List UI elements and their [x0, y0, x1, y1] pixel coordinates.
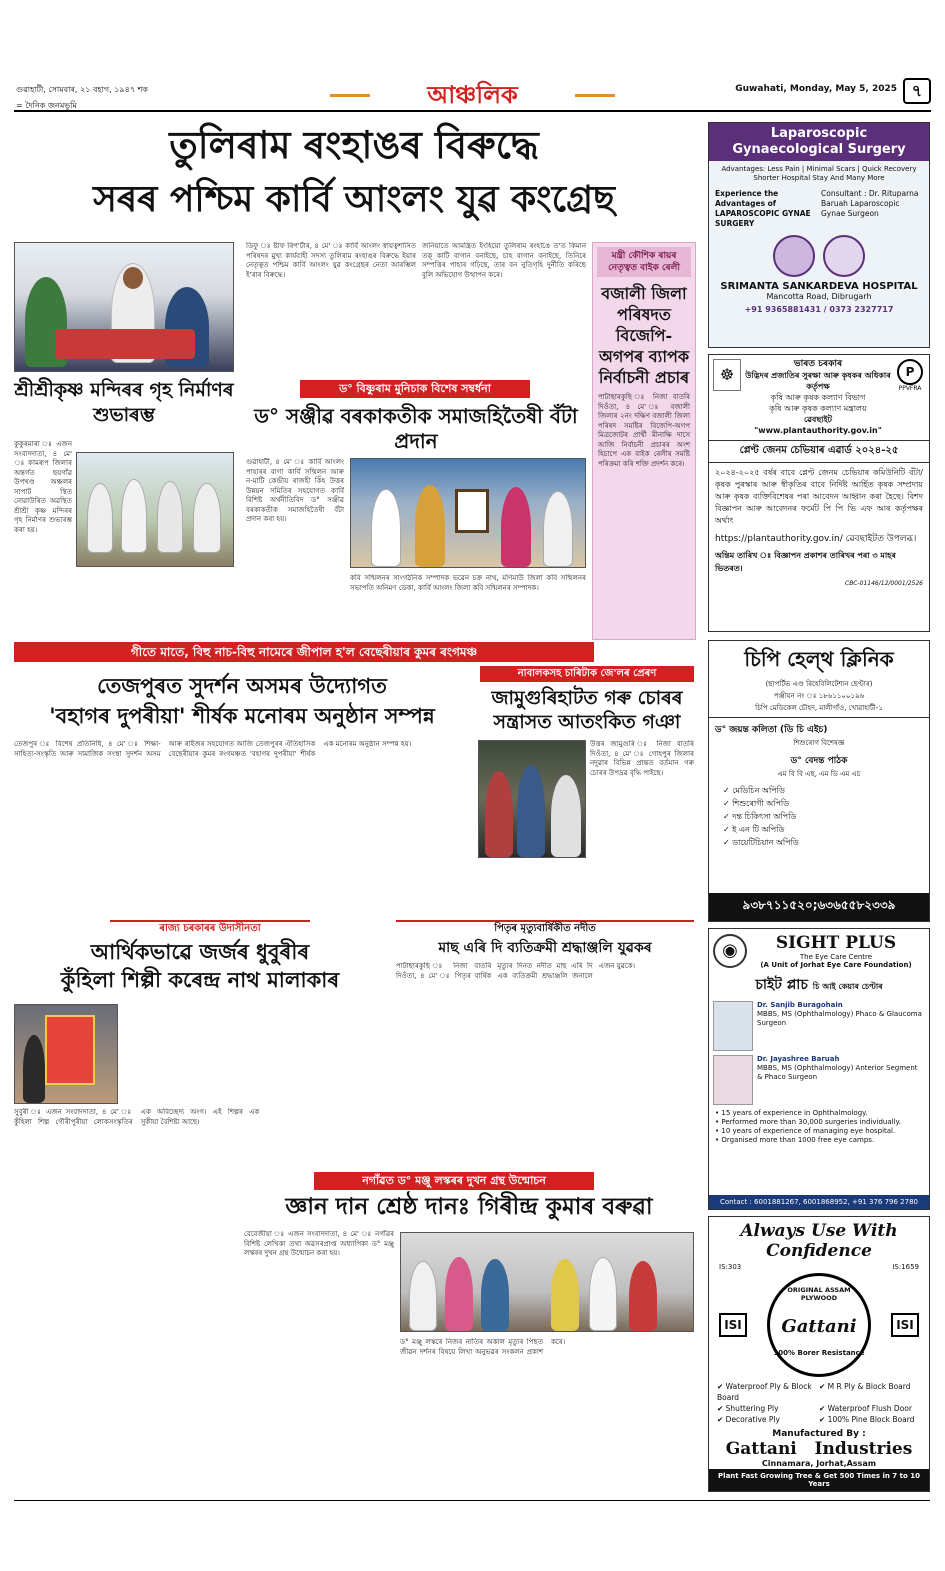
pink-box — [592, 242, 696, 640]
book-body-b: ড° মঞ্জু লস্কৰে নিজৰ নাতিৰ অকাল মৃত্যুৰ পিছত জীৱন দৰ্শনৰ বিষয়ে লিখা অনুভৱৰ সংকলন প্ৰকাশ কৰে। — [400, 1338, 566, 1356]
ad-gattani-city: Cinnamara, Jorhat,Assam — [761, 1459, 877, 1468]
ad-gattani-feature: ✔ M R Ply & Block Board — [819, 1382, 911, 1391]
bohag-headline-1: তেজপুৰত সুদৰ্শন অসমৰ উদ্যোগত — [97, 673, 387, 698]
ad-gov-award: প্লেণ্ট জেনম চেভিয়াৰ এৱাৰ্ড ২০২৪-২৫ — [709, 440, 929, 463]
ad-gattani-mfg: Manufactured By : — [772, 1429, 866, 1439]
doctor-photo — [713, 1001, 753, 1051]
ad-gov-url: https://plantauthority.gov.in/ ৱেবছাইটত উপলব্ধ। — [715, 534, 917, 544]
ad-gattani-feature: ✔ Decorative Ply — [717, 1415, 780, 1424]
isi-mark-icon: ISI — [719, 1313, 747, 1337]
lead-headline-2: সৰৰ পশ্চিম কাৰ্বি আংলং যুৱ কংগ্ৰেছ — [93, 178, 615, 220]
ad-sight-as-title: চাইট প্লাচ চি আই কেয়াৰ চেণ্টাৰ — [755, 977, 883, 993]
ad-clinic-reg: পঞ্জীয়ন নং ঃ ১৮৬১১০০১৯৬ — [773, 692, 865, 700]
artist-photo — [14, 1004, 118, 1104]
ad-sight-point: • 15 years of experience in Ophthalmology. — [715, 1109, 868, 1117]
ad-gov-line-4: কৃষি আৰু কৃষক কল্যাণ মন্ত্ৰালয় — [769, 404, 867, 413]
ad-government — [708, 354, 930, 632]
artist-body: সুবুৰী ঃ এজন সংবাদদাতা, ৪ মে' ঃ কুঁহিলা শিল্প গৌৰীপুৰীয়া লোকসংস্কৃতিৰ এক অবিচ্ছেদ্য অংগ। এই শিল্পৰ এক সুকীয়া বৈশিষ্ট্য আছে। — [14, 1108, 260, 1126]
ad-sight-points — [709, 1109, 929, 1145]
temple-headline: শ্ৰীশ্ৰীকৃষ্ণ মন্দিৰৰ গৃহ নিৰ্মাণৰ শুভাৰম্ভ — [14, 379, 234, 426]
ad-sight-point: • 10 years of experience of managing eye hospital. — [715, 1127, 896, 1135]
ad-gov-website: ৱেবছাইট "www.plantauthority.gov.in" — [754, 415, 882, 435]
tribute-headline: মাছ এৰি দি ব্যতিক্ৰমী শ্ৰদ্ধাঞ্জলি যুৱকৰ — [438, 940, 652, 956]
ad-lap-hospital: SRIMANTA SANKARDEVA HOSPITAL — [720, 281, 918, 292]
ad-gattani-feature: ✔ Shuttering Ply — [717, 1404, 779, 1413]
lead-headline-1: তুলিৰাম ৰংহাঙৰ বিৰুদ্ধে — [169, 122, 539, 167]
tribute-body: পাটাছাৰকুছি ঃ নিজা বাতৰি দিওঁতা, ৪ মে' ঃ পিতৃৰ বাৰ্ষিক মৃত্যুৰ দিনত নদীত মাছ এৰি দি এক ব্যতিক্ৰমী শ্ৰদ্ধাঞ্জলি জনালে এজন যুৱকে। — [396, 962, 635, 980]
masthead-title — [360, 82, 585, 110]
ad-lap-consultant: Consultant : Dr. Rituparna Baruah Laparoscopic Gynae Surgeon — [821, 189, 919, 218]
ad-gattani-company: Gattani Industries — [725, 1439, 913, 1459]
ad-lap-title-1: Laparoscopic — [770, 126, 868, 141]
ad-gov-line-2: উদ্ভিদৰ প্ৰজাতিৰ সুৰক্ষা আৰু কৃষকৰ অধিকাৰ কৰ্তৃপক্ষ — [745, 371, 891, 391]
cattle-photo — [478, 740, 586, 858]
masthead-date-english: Guwahati, Monday, May 5, 2025 — [735, 84, 897, 94]
bohag-body: তেজপুৰ ঃ বিশেষ প্ৰতিনিধি, ৪ মে' ঃ শিক্ষা-সাহিত্য-সংস্কৃতি আৰু সামাজিক সংস্থা সুদৰ্শন অসম আৰু ৰাইজৰ সহযোগত আজি তেজপুৰৰ ঐতিহাসিক বেছেৰীয়াৰ কুমৰ ৰংগমঞ্চত 'বহাগৰ দুপৰীয়া' শীৰ্ষক এক মনোৰম অনুষ্ঠান সম্পন্ন হয়। — [14, 740, 412, 758]
temple-body: কুকুৰমাৰা ঃ এজন সংবাদদাতা, ৪ মে' ঃ কামৰূপ জিলাৰ অন্তৰ্গত ছয়গাঁৱ উপখণ্ড অঞ্চলৰ সাপাট স্থিত নোৱাউৰিত অৱস্থিত শ্ৰীশ্ৰী কৃষ্ণ মন্দিৰৰ গৃহ নিৰ্মাণৰ শুভাৰম্ভ কৰা হয়। — [14, 440, 72, 534]
ad-gov-deadline: অন্তিম তাৰিখ ঃ বিজ্ঞাপন প্ৰকাশৰ তাৰিখৰ পৰা ৩ মাহৰ ভিতৰত। — [715, 551, 896, 573]
ad-gattani-is2: IS:1659 — [892, 1263, 919, 1271]
lead-body-b: জনিয়াতে আমন্ত্ৰিত ইংহিয়ো তুলিৰাম ৰংহাঙে ত'ত কিমান তক্ কাটি বাগান বনাইছে, চাহ বাগান বনাইছে, তিনিৰে সম্পত্তিৰ পাহাৰ গঢ়িছে, তাৰ বন নুতিগৃহি দুৰ্নীতি কৰিছে বুলি অভিযোগ উত্থাপন কৰে। — [422, 242, 586, 279]
ad-gattani — [708, 1216, 930, 1492]
cattle-kicker: নাবালকসহ চাৰিটাক জে'লৰ প্ৰেৰণ — [517, 668, 657, 679]
pink-box-body: পাটাছাৰকুছি ঃ নিজা বাতৰি দিওঁতা, ৪ মে' ঃ বজালী জিলাৰ ২নং দক্ষিণ বজালী জিলা পৰিষদ সমষ্টিৰ বিজেপি-অগপ মিত্ৰজোটৰ প্ৰাৰ্থী মীনাক্ষি দাসে আজি নিৰ্বাচনী প্ৰচাৰৰ অংশ হিচাপে এক বাইক ৰেলীৰ সমষ্টি পৰিক্ৰমা কৰি শক্তি প্ৰদৰ্শন কৰে। — [598, 393, 690, 468]
ad-gov-logo-text: PPVFRA — [898, 385, 922, 392]
ad-lap-experience: Experience the Advantages of LAPAROSCOPIC GYNAE SURGERY — [715, 189, 811, 228]
book-kicker: নগাঁৱত ড° মঞ্জু লস্কৰৰ দুখন গ্ৰন্থ উন্মোচন — [362, 1174, 546, 1187]
ad-gattani-feature: ✔ Waterproof Flush Door — [819, 1404, 912, 1413]
ad-sight-doc2: Dr. Jayashree Baruah — [757, 1055, 840, 1063]
ad-clinic-doc2: ড° বেদন্ত পাঠক — [790, 756, 848, 766]
ad-laparoscopic — [708, 122, 930, 348]
ad-clinic-item: ✓ ডায়েটিচিয়ান অপিডি — [723, 838, 799, 847]
ad-lap-phone: +91 9365881431 / 0373 2327717 — [744, 305, 894, 314]
ad-gattani-is1: IS:303 — [719, 1263, 742, 1271]
ad-gov-line-1: ভাৰত চৰকাৰ — [793, 359, 843, 369]
ad-gov-line-3: কৃষি আৰু কৃষক কল্যাণ বিভাগ — [770, 393, 866, 402]
cattle-body: উত্তৰ জামুগুৰি ঃ নিজা বাতৰি দিওঁতা, ৪ মে' ঃ গোহপুৰ জিলাৰ নদুৱাৰ বিভিন্ন প্ৰান্তত বৰ্তমান গৰু চোৰৰ উপদ্ৰৱ বৃদ্ধি পাইছে। — [590, 740, 694, 777]
ad-gattani-brand: Gattani — [781, 1316, 857, 1337]
ad-clinic-list — [709, 780, 929, 853]
temple-photo — [76, 452, 234, 567]
masthead-title-text: আঞ্চলিক — [427, 80, 518, 109]
ad-gattani-slogan: Always Use With Confidence — [740, 1221, 898, 1261]
gattani-seal — [767, 1273, 871, 1377]
tribute-kicker: পিতৃৰ মৃত্যুবাৰ্ষিকীত নদীত — [494, 923, 596, 934]
ad-sight-doc1-desc: MBBS, MS (Ophthalmology) Phaco & Glaucoma Surgeon — [757, 1010, 922, 1027]
ad-sight-doc1: Dr. Sanjib Buragohain — [757, 1001, 843, 1009]
ad-clinic-item: ✓ শিশুৰোগী অপিডি — [723, 799, 790, 808]
ad-gattani-features — [709, 1377, 929, 1429]
ad-clinic-phone: ৯৩৮৭১১৫২০;৬৩৬৫৫৮২৩৩৯ — [709, 893, 929, 921]
book-headline: জ্ঞান দান শ্ৰেষ্ঠ দানঃ গিৰীন্দ্ৰ কুমাৰ বৰুৱা — [285, 1193, 653, 1220]
book-kicker-band — [314, 1172, 594, 1190]
masthead-date-assamese: গুৱাহাটী, সোমবাৰ, ২১ বহাগ, ১৯৪৭ শক — [16, 85, 148, 94]
ad-clinic-address: চিপি মেডিকেল চৌহদ, মালীগাঁও, খোৱাহাটী-১ — [709, 702, 929, 718]
award-photo — [350, 458, 586, 568]
book-body: বেবেজীয়া ঃ এজন সংবাদদাতা, ৪ মে' ঃ নগাঁৱৰ বিশিষ্ট লেখিকা তথা অৱসৰপ্ৰাপ্ত অধ্যাপিকা ড° মঞ্জু লস্কৰৰ দুখন গ্ৰন্থ উন্মোচন কৰা হয়। — [244, 1230, 394, 1257]
bihu-banner-text: গীতে মাতে, বিহু নাচ-বিহু নামেৰে জীপাল হ'ল বেছেৰীয়াৰ কুমৰ ৰংগমঞ্চ — [130, 645, 478, 659]
lead-body-a: ডিফু ঃ ষ্টাফ ৰিপ'ৰ্টাৰ, ৪ মে' ঃ কাৰ্বি আংলং স্বায়ত্বশাসিত পৰিষদৰ মুখ্য কাৰ্যবাহী সদস্য তুলিৰাম ৰংহাঙৰ বিৰুদ্ধে ইয়াৰ নেতৃত্বত পশ্চিম কাৰ্বি আংলং যুৱ কংগ্ৰেছৰ নেতা আৰম্ভিল ই'ৰাৰ বিৰুদ্ধে। — [246, 242, 416, 279]
artist-kicker: ৰাজ্য চৰকাৰৰ উদাসীনতা — [159, 923, 261, 934]
ad-lap-title-2: Gynaecological Surgery — [732, 142, 906, 157]
ad-gattani-ring: ORIGINAL ASSAM PLYWOOD — [787, 1286, 851, 1302]
pink-box-headline: বজালী জিলা পৰিষদত বিজেপি-অগপৰ ব্যাপক নিৰ্বাচনী প্ৰচাৰ — [598, 284, 690, 387]
ad-sight-plus — [708, 928, 930, 1210]
masthead-bar-left — [330, 94, 370, 97]
ad-sight-sub1: The Eye Care Centre — [799, 953, 873, 961]
doctor-photo — [713, 1055, 753, 1105]
bihu-banner — [14, 642, 594, 662]
ad-clinic-doc2-sub: এম বি বি এছ, এম ডি এম এচ — [777, 770, 861, 778]
pink-box-kicker: মন্ত্ৰী কৌশিক ৰায়ৰ নেতৃত্বত বাইক ৰেলী — [597, 247, 691, 277]
cattle-kicker-band — [480, 666, 694, 682]
ad-gov-body: ২০২৪-২০২৫ বৰ্ষৰ বাবে প্লেণ্ট জেনম চেভিয়াৰ কমিউনিটি বঁটা/কৃষক পুৰস্কাৰ আৰু স্বীকৃতিৰ বাবে নিৰ্দিষ্ট আৰ্হিত কৃষক সম্প্ৰদায় আৰু কৃষক ব্যক্তিবিশেষৰ পৰা আবেদন আহ্বান কৰা হৈছে। বিশদ বিজ্ঞাপন আৰু আবেদনৰ ফৰ্মেট পি পি ভি এফ আৰ কৰ্তৃপক্ষৰ অৰ্থাৎ — [715, 468, 923, 525]
ad-clinic-item: ✓ ই এন টি অপিডি — [723, 825, 785, 834]
ad-clinic — [708, 640, 930, 922]
ad-clinic-doc1: ড° জয়ন্ত কলিতা (ডি চি এইচ) — [715, 725, 828, 735]
ad-clinic-title: চিপি হেল্থ ক্লিনিক — [744, 647, 894, 671]
masthead-paper-name: = দৈনিক জনমভূমি — [16, 101, 77, 110]
masthead-bar-right — [575, 94, 615, 97]
artist-headline-2: কুঁহিলা শিল্পী কৰেন্দ্ৰ নাথ মালাকাৰ — [60, 967, 340, 992]
ad-gattani-borer: 100% Borer Resistance — [773, 1349, 865, 1357]
tribute-kicker-band — [396, 920, 694, 936]
ad-clinic-sub: (ছাপৰ্টিভ এণ্ড ৰিহেবিলিটেশ্যন ছেণ্টাৰ) — [765, 680, 873, 688]
ad-sight-sub2: (A Unit of Jorhat Eye Care Foundation) — [760, 961, 912, 969]
isi-mark-icon: ISI — [891, 1313, 919, 1337]
bottom-rule — [14, 1500, 930, 1501]
award-body: গুৱাহাটী, ৪ মে' ঃ কাৰ্বি আংলং পাহাৰৰ বাগা কাৰ্বি সন্মিলন আৰু ন-মাটি কেন্দ্ৰীয় ৰাজহী কিঁহ উত্তৰ উন্নয়ন সমিতিৰ সহযোগত কাৰ্বি বিশিষ্ট অৰ্থনীতিবিদ ড° সঞ্জীৱ বৰকাকতীক সমাজহিতৈষী বঁটা প্ৰদান কৰা হয়। — [246, 458, 344, 523]
ad-sight-title: SIGHT PLUS — [775, 933, 897, 953]
bohag-headline-2: 'বহাগৰ দুপৰীয়া' শীৰ্ষক মনোৰম অনুষ্ঠান সম্পন্ন — [49, 703, 435, 728]
ad-clinic-doc1-sub: শিশুৰোগ বিশেষজ্ঞ — [793, 739, 845, 747]
ad-gattani-tag: Plant Fast Growing Tree & Get 500 Times in 7 to 10 Years — [709, 1469, 929, 1491]
artist-kicker-band — [110, 920, 310, 936]
award-kicker-band — [300, 380, 530, 398]
uterus-icon — [773, 235, 815, 277]
page-number: ৭ — [903, 78, 931, 104]
ad-sight-doc2-desc: MBBS, MS (Ophthalmology) Anterior Segment & Phaco Surgeon — [757, 1064, 918, 1081]
ad-sight-point: • Organised more than 1000 free eye camps. — [715, 1136, 875, 1144]
ad-gov-code: CBC-01146/12/0001/2526 — [845, 580, 923, 587]
ad-clinic-item: ✓ মেডিচিন অপিডি — [723, 786, 785, 795]
ad-lap-advantages: Advantages: Less Pain | Minimal Scars | Quick Recovery Shorter Hospital Stay And Many More — [721, 165, 917, 182]
surgery-icon — [823, 235, 865, 277]
masthead-rule — [14, 110, 931, 112]
book-photo — [400, 1232, 694, 1332]
award-kicker: ড° বিষ্ণুৰাম মুনিচাক বিশেষ সম্বৰ্ধনা — [339, 382, 491, 395]
ad-sight-point: • Performed more than 30,000 surgeries individually. — [715, 1118, 901, 1126]
artist-headline-1: আৰ্থিকভাৱে জৰ্জৰ ধুবুৰীৰ — [90, 939, 310, 964]
ad-lap-address: Mancotta Road, Dibrugarh — [766, 292, 872, 301]
ad-clinic-item: ✓ দন্ত চিকিৎসা অপিডি — [723, 812, 797, 821]
cattle-headline: জামুগুৰিহাটত গৰু চোৰৰ সন্ত্ৰাসত আতংকিত গঞা — [491, 687, 683, 733]
lead-photo — [14, 242, 234, 372]
award-body-b: কবি সন্মিলনৰ সাংগঠনিক সম্পাদক ভৱেন চক্ৰ নাথ, মণিমাউ জিলা কবি সন্মিলনৰ সভাপতি অনিমণ ডেকা, কাৰ্বি আংলং জিলা কবি সন্মিলনৰ সম্পাদক। — [350, 574, 586, 592]
ad-sight-contact: Contact : 6001881267, 6001868952, +91 376 796 2780 — [709, 1195, 929, 1209]
ppvfra-logo-icon: P — [897, 359, 923, 385]
ad-lap-title-band — [709, 123, 929, 161]
award-headline: ড° সঞ্জীৱ বৰকাকতীক সমাজহিতৈষী বঁটা প্ৰদান — [254, 404, 578, 453]
emblem-icon: ☸ — [713, 359, 741, 391]
ad-gattani-feature: ✔ Waterproof Ply & Block Board — [717, 1382, 812, 1402]
ad-gattani-feature: ✔ 100% Pine Block Board — [819, 1415, 915, 1424]
eye-icon: ◉ — [713, 934, 747, 968]
